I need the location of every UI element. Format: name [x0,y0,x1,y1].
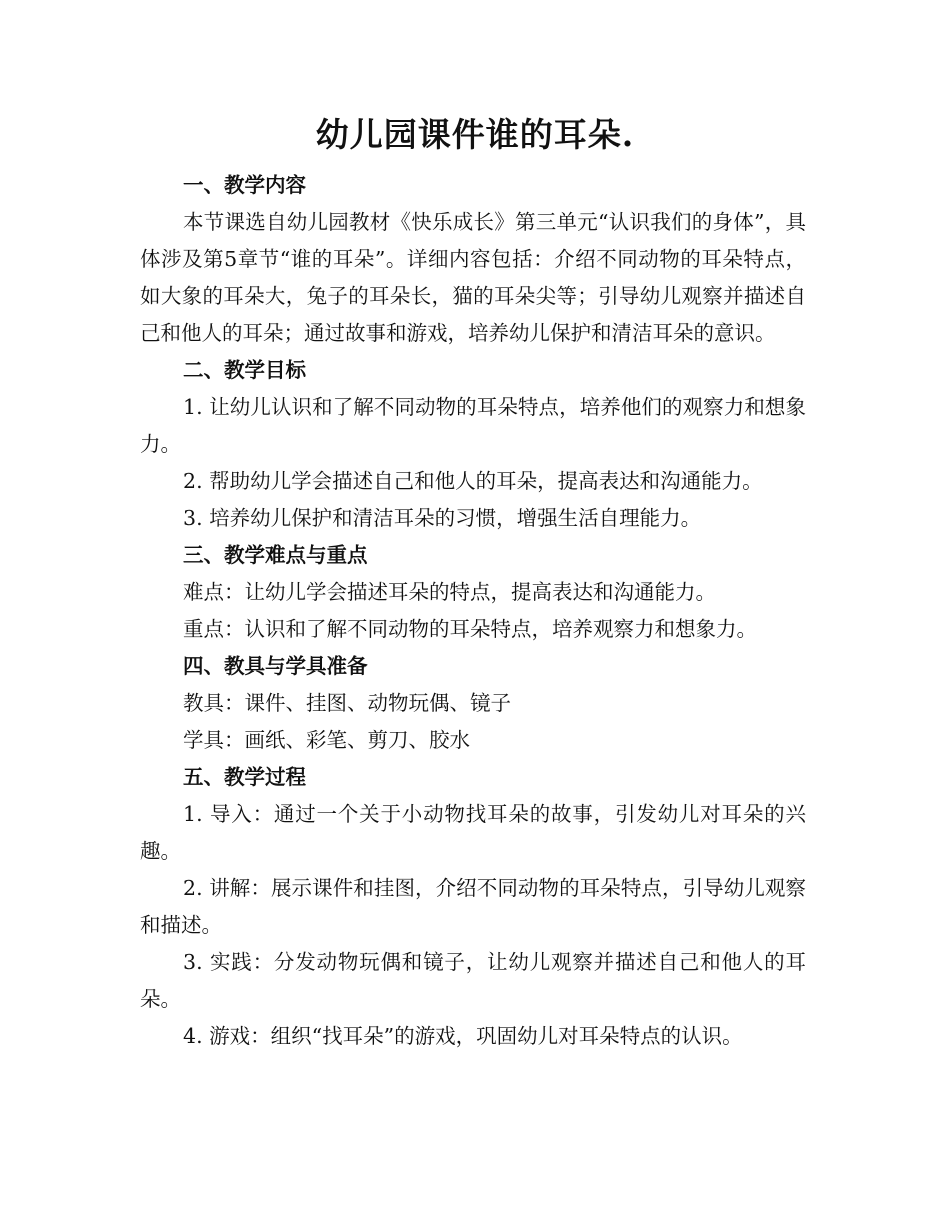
paragraph: 1. 导入：通过一个关于小动物找耳朵的故事，引发幼儿对耳朵的兴趣。 [140,802,806,863]
paragraph: 4. 游戏：组织“找耳朵”的游戏，巩固幼儿对耳朵特点的认识。 [183,1024,743,1048]
document-body [140,167,806,1055]
paragraph: 1. 让幼儿认识和了解不同动物的耳朵特点，培养他们的观察力和想象力。 [140,395,806,456]
paragraph: 本节课选自幼儿园教材《快乐成长》第三单元“认识我们的身体”，具体涉及第5章节“谁的耳朵”。详细内容包括：介绍不同动物的耳朵特点，如大象的耳朵大，兔子的耳朵长，猫的耳朵尖等；引导幼儿观察并描述自己和他人的耳朵；通过故事和游戏，培养幼儿保护和清洁耳朵的意识。 [140,210,806,345]
paragraph: 2. 讲解：展示课件和挂图，介绍不同动物的耳朵特点，引导幼儿观察和描述。 [140,876,806,937]
paragraph: 2. 帮助幼儿学会描述自己和他人的耳朵，提高表达和沟通能力。 [183,469,763,493]
section-heading: 四、教具与学具准备 [183,654,368,678]
section-heading: 五、教学过程 [183,765,307,789]
section-heading: 一、教学内容 [183,173,307,197]
section-heading: 二、教学目标 [183,358,307,382]
section-heading: 三、教学难点与重点 [183,543,368,567]
paragraph: 学具：画纸、彩笔、剪刀、胶水 [183,728,471,752]
paragraph: 重点：认识和了解不同动物的耳朵特点，培养观察力和想象力。 [183,617,758,641]
document-title: 幼儿园课件谁的耳朵. [315,115,635,154]
paragraph: 3. 培养幼儿保护和清洁耳朵的习惯，增强生活自理能力。 [183,506,702,530]
paragraph: 教具：课件、挂图、动物玩偶、镜子 [183,691,512,715]
paragraph: 难点：让幼儿学会描述耳朵的特点，提高表达和沟通能力。 [183,580,717,604]
paragraph: 3. 实践：分发动物玩偶和镜子，让幼儿观察并描述自己和他人的耳朵。 [140,950,806,1011]
